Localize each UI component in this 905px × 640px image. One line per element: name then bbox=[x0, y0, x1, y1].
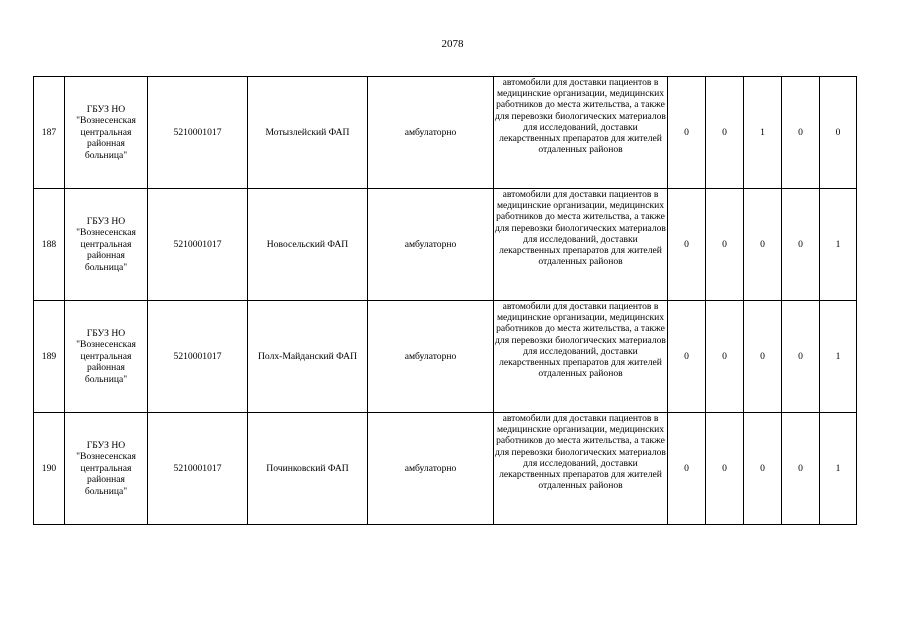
count-cell: 1 bbox=[820, 413, 857, 525]
table-row bbox=[34, 301, 857, 413]
care-type: амбулаторно bbox=[368, 413, 494, 525]
count-cell: 0 bbox=[706, 189, 744, 301]
count-cell: 0 bbox=[782, 413, 820, 525]
care-type: амбулаторно bbox=[368, 77, 494, 189]
count-cell: 0 bbox=[668, 77, 706, 189]
vehicle-purpose: автомобили для доставки пациентов в медицинские организации, медицинских работников до места жительства, а также для перевозки биологических материалов для исследований, доставки лекарственных препаратов для жителей отдаленных районов bbox=[494, 413, 668, 525]
organization-name: ГБУЗ НО "Вознесенская центральная районная больница" bbox=[65, 413, 148, 525]
count-cell: 1 bbox=[820, 301, 857, 413]
page-number: 2078 bbox=[441, 38, 464, 50]
count-cell: 0 bbox=[668, 413, 706, 525]
organization-name: ГБУЗ НО "Вознесенская центральная районная больница" bbox=[65, 189, 148, 301]
inn-code: 5210001017 bbox=[148, 189, 248, 301]
vehicle-purpose: автомобили для доставки пациентов в медицинские организации, медицинских работников до места жительства, а также для перевозки биологических материалов для исследований, доставки лекарственных препаратов для жителей отдаленных районов bbox=[494, 189, 668, 301]
inn-code: 5210001017 bbox=[148, 413, 248, 525]
count-cell: 0 bbox=[668, 189, 706, 301]
row-number: 188 bbox=[34, 189, 65, 301]
count-cell: 0 bbox=[820, 77, 857, 189]
row-number: 189 bbox=[34, 301, 65, 413]
organization-name: ГБУЗ НО "Вознесенская центральная районная больница" bbox=[65, 77, 148, 189]
table-row bbox=[34, 413, 857, 525]
count-cell: 1 bbox=[744, 77, 782, 189]
table-row bbox=[34, 77, 857, 189]
count-cell: 1 bbox=[820, 189, 857, 301]
unit-name: Мотызлейский ФАП bbox=[248, 77, 368, 189]
care-type: амбулаторно bbox=[368, 189, 494, 301]
row-number: 187 bbox=[34, 77, 65, 189]
vehicle-purpose: автомобили для доставки пациентов в медицинские организации, медицинских работников до места жительства, а также для перевозки биологических материалов для исследований, доставки лекарственных препаратов для жителей отдаленных районов bbox=[494, 301, 668, 413]
table-row bbox=[34, 189, 857, 301]
count-cell: 0 bbox=[668, 301, 706, 413]
count-cell: 0 bbox=[744, 189, 782, 301]
row-number: 190 bbox=[34, 413, 65, 525]
organization-name: ГБУЗ НО "Вознесенская центральная районная больница" bbox=[65, 301, 148, 413]
count-cell: 0 bbox=[706, 413, 744, 525]
unit-name: Новосельский ФАП bbox=[248, 189, 368, 301]
unit-name: Полх-Майданский ФАП bbox=[248, 301, 368, 413]
count-cell: 0 bbox=[782, 77, 820, 189]
count-cell: 0 bbox=[744, 301, 782, 413]
count-cell: 0 bbox=[782, 301, 820, 413]
care-type: амбулаторно bbox=[368, 301, 494, 413]
count-cell: 0 bbox=[706, 77, 744, 189]
count-cell: 0 bbox=[706, 301, 744, 413]
inn-code: 5210001017 bbox=[148, 301, 248, 413]
unit-name: Починковский ФАП bbox=[248, 413, 368, 525]
count-cell: 0 bbox=[782, 189, 820, 301]
count-cell: 0 bbox=[744, 413, 782, 525]
document-table bbox=[33, 76, 857, 525]
inn-code: 5210001017 bbox=[148, 77, 248, 189]
vehicle-purpose: автомобили для доставки пациентов в медицинские организации, медицинских работников до места жительства, а также для перевозки биологических материалов для исследований, доставки лекарственных препаратов для жителей отдаленных районов bbox=[494, 77, 668, 189]
